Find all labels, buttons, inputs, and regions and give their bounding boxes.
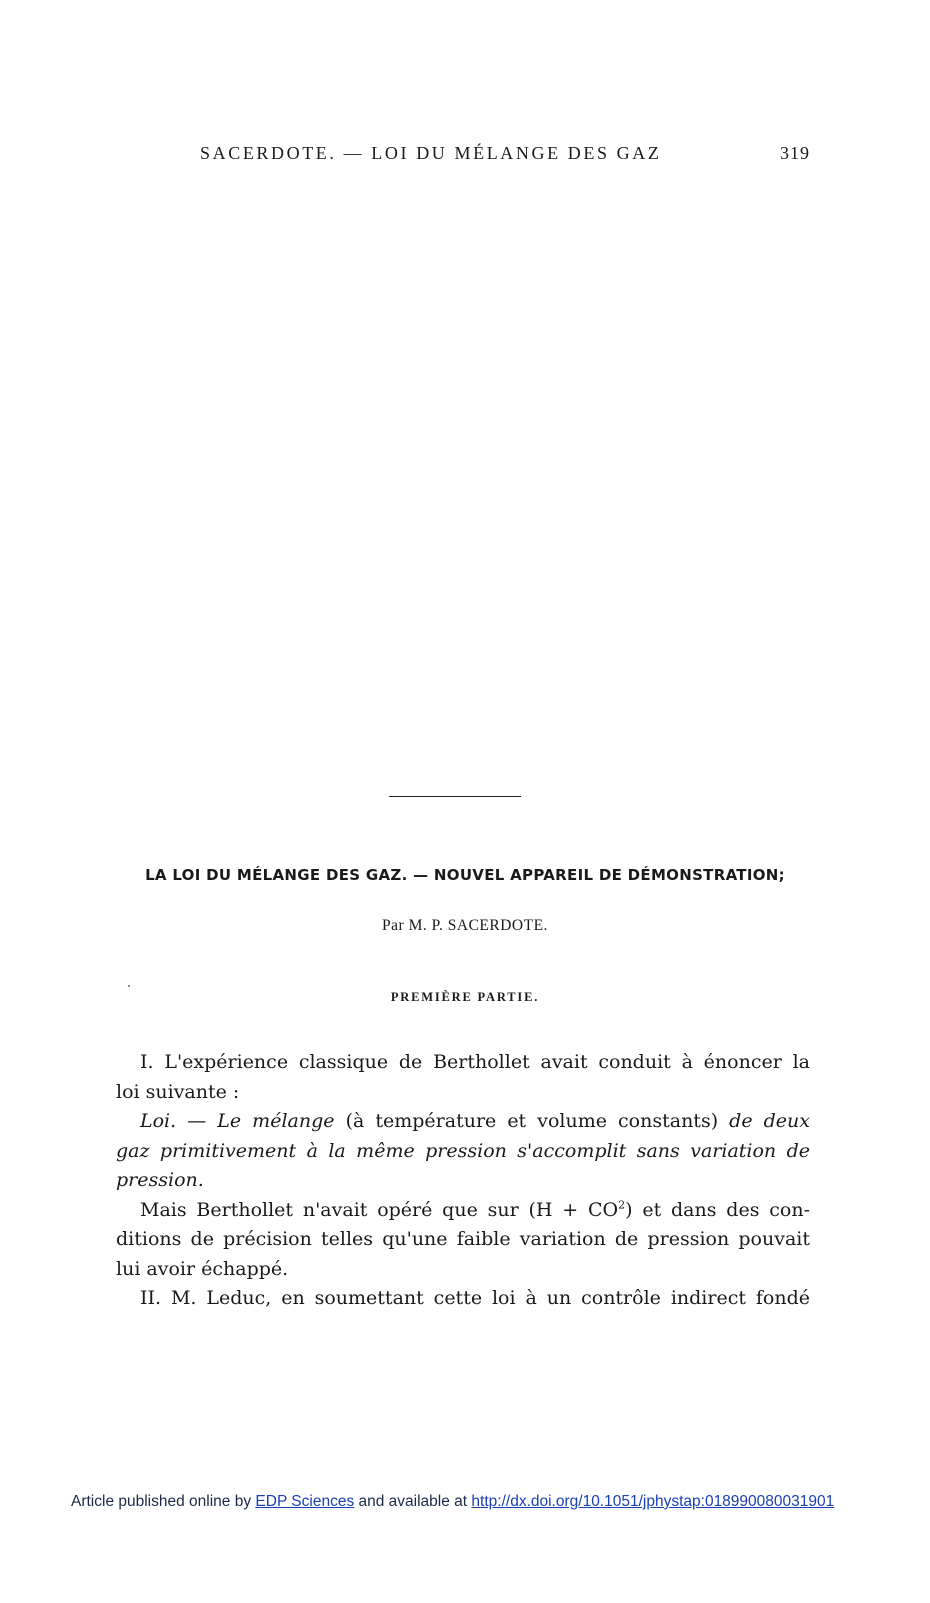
running-head-title: SACERDOTE. — LOI DU MÉLANGE DES GAZ bbox=[200, 143, 662, 163]
law-line-3 bbox=[116, 1166, 810, 1196]
section-heading: PREMIÈRE PARTIE. bbox=[390, 990, 540, 1004]
article-title: LA LOI DU MÉLANGE DES GAZ. — NOUVEL APPAREIL DE DÉMONSTRATION; bbox=[145, 866, 785, 884]
publisher-link[interactable]: EDP Sciences bbox=[255, 1493, 355, 1510]
superscript: 2 bbox=[618, 1198, 626, 1212]
publication-footer bbox=[71, 1493, 834, 1511]
page-number: 319 bbox=[780, 143, 810, 163]
paragraph-2-text-b: ) et dans des con- bbox=[625, 1198, 810, 1221]
running-head bbox=[200, 143, 810, 164]
scan-speck bbox=[128, 985, 130, 987]
law-text-start: de deux bbox=[729, 1110, 810, 1132]
law-label: Loi. — Le mélange bbox=[140, 1110, 335, 1132]
law-line-1 bbox=[116, 1107, 810, 1137]
doi-link[interactable]: http://dx.doi.org/10.1051/jphystap:018990080031901 bbox=[471, 1493, 835, 1510]
law-line-2 bbox=[116, 1137, 810, 1167]
section-divider-rule bbox=[389, 796, 521, 797]
paragraph-2-line-1 bbox=[116, 1196, 810, 1226]
footer-prefix: Article published online by bbox=[71, 1493, 252, 1510]
paragraph-3-line-1: II. M. Leduc, en soumettant cette loi à un contrôle indirect fondé bbox=[140, 1287, 810, 1309]
paragraph-1-line-2: loi suivante : bbox=[116, 1080, 240, 1103]
paragraph-2-line-3: lui avoir échappé. bbox=[116, 1257, 289, 1280]
paragraph-2-line-2: ditions de précision telles qu'une faible variation de pression pouvait bbox=[116, 1228, 810, 1250]
paragraph-2-text-a: Mais Berthollet n'avait opéré que sur (H + CO bbox=[140, 1198, 619, 1221]
paragraph-1-line-1: I. L'expérience classique de Berthollet avait conduit à énoncer la bbox=[140, 1051, 810, 1073]
law-condition: (à température et volume constants) bbox=[345, 1110, 719, 1132]
body-text bbox=[116, 1048, 810, 1314]
footer-middle: and available at bbox=[358, 1493, 468, 1510]
author-byline: Par M. P. SACERDOTE. bbox=[382, 917, 548, 934]
law-text-end: pression. bbox=[116, 1169, 204, 1191]
law-text-middle: gaz primitivement à la même pression s'accomplit sans variation de bbox=[116, 1139, 810, 1162]
